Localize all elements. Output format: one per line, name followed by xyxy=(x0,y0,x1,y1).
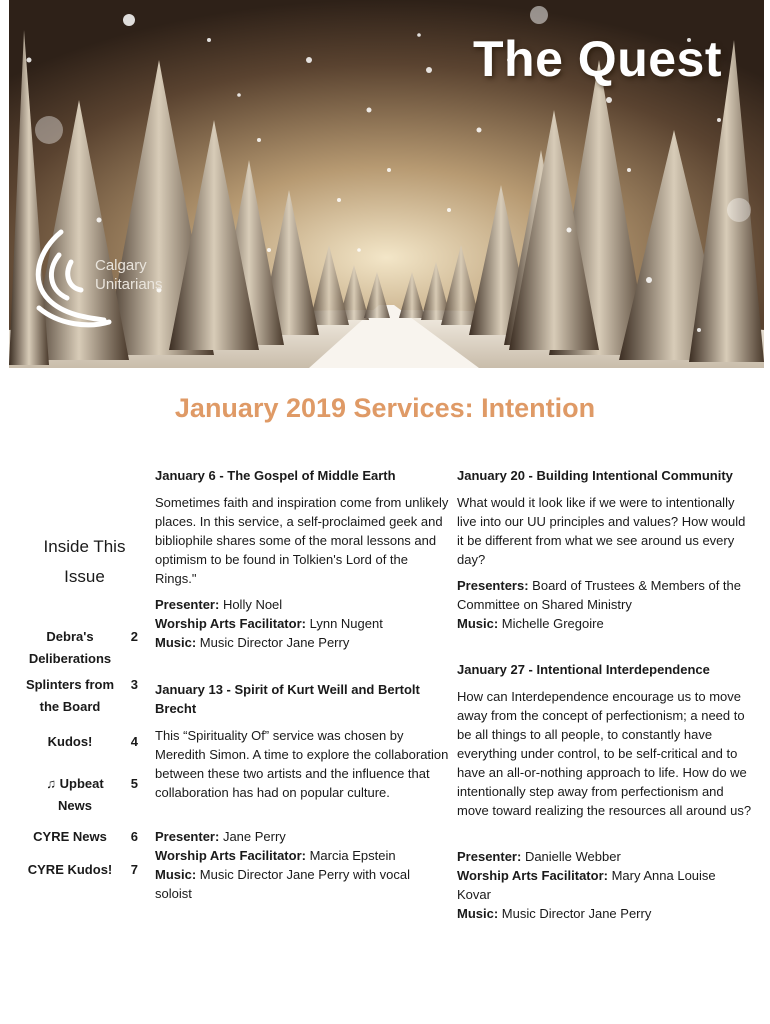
header-banner xyxy=(9,0,764,368)
services-heading: January 2019 Services: Intention xyxy=(174,393,596,423)
organization-name: Calgary Unitarians xyxy=(95,257,163,293)
service-heading-jan20: January 20 - Building Intentional Community xyxy=(457,468,733,483)
service-credits-jan13: Presenter: Jane Perry Worship Arts Facilitator: Marcia Epstein Music: Music Director Jane Perry with vocal soloist xyxy=(155,829,411,901)
toc-item[interactable]: Debra's Deliberations 2 xyxy=(28,629,138,666)
service-heading-jan13: January 13 - Spirit of Kurt Weill and Bertolt Brecht xyxy=(155,682,420,716)
toc-item[interactable]: ♫ Upbeat News 5 xyxy=(46,776,138,813)
toc-item[interactable]: CYRE News 6 xyxy=(33,829,138,844)
service-body-jan6: Sometimes faith and inspiration come from unlikely places. In this service, a self-proclaimed geek and bibliophile shares some of the moral lessons and optimism to be found in Tolkien's Lord of the Rings." xyxy=(155,495,449,586)
inside-this-issue-title: Inside This Issue xyxy=(43,537,126,586)
toc-item[interactable]: Kudos! 4 xyxy=(47,734,138,749)
service-heading-jan6: January 6 - The Gospel of Middle Earth xyxy=(155,468,396,483)
service-credits-jan6: Presenter: Holly Noel Worship Arts Facilitator: Lynn Nugent Music: Music Director Jane Perry xyxy=(155,597,383,650)
service-body-jan27: How can Interdependence encourage us to move away from the concept of perfectionism; a need to be all things to all people, to constantly have everything under control, to be self-critical and to have an all-or-nothing approach to life. How do we intentionally step away from perfectionism and move toward realizing the resources all around us? xyxy=(457,689,752,818)
toc-item[interactable]: CYRE Kudos! 7 xyxy=(27,862,138,877)
service-body-jan13: This “Spirituality Of” service was chosen by Meredith Simon. A time to explore the collaboration between these two artists and the influence that collaboration has had on popular culture. xyxy=(155,728,449,800)
newsletter-title: The Quest xyxy=(473,31,722,87)
service-heading-jan27: January 27 - Intentional Interdependence xyxy=(457,662,710,677)
toc-item[interactable]: Splinters from the Board 3 xyxy=(25,677,138,714)
service-credits-jan20: Presenters: Board of Trustees & Members of the Committee on Shared Ministry Music: Michelle Gregoire xyxy=(457,578,741,631)
service-credits-jan27: Presenter: Danielle Webber Worship Arts Facilitator: Mary Anna Louise Kovar Music: Music Director Jane Perry xyxy=(457,849,716,921)
service-body-jan20: What would it look like if we were to intentionally live into our UU principles and values? How would it be different from what we see around us every day? xyxy=(457,495,746,567)
